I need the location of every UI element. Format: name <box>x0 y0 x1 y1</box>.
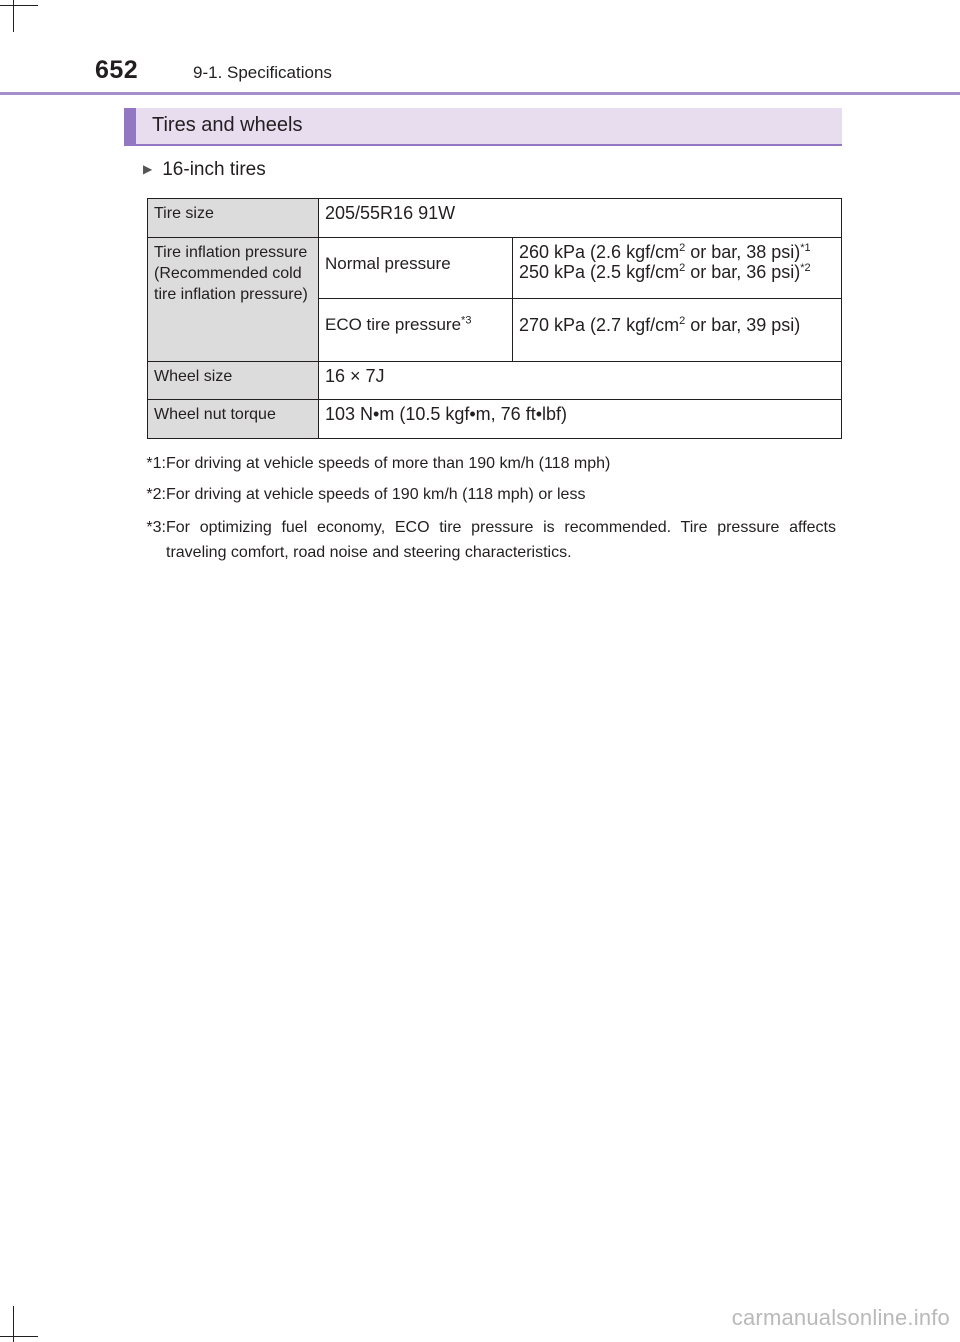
chapter-title: 9-1. Specifications <box>193 63 332 82</box>
eco-pressure-value: 270 kPa (2.7 kgf/$cm^2$ or bar, 39 psi) <box>513 299 842 362</box>
normal-pressure-label: Normal pressure <box>319 238 513 299</box>
table-row <box>148 362 842 400</box>
footnote-mark: *3: <box>146 519 166 536</box>
footnote-3 <box>120 515 836 561</box>
inflation-label: Tire inflation pressure (Recommended cold tire inflation pressure) <box>148 238 319 362</box>
crop-mark <box>13 1306 14 1342</box>
section-bar <box>124 108 842 146</box>
wheel-nut-torque-value: 103 N•m (10.5 kgf•m, 76 ft•lbf) <box>319 400 842 439</box>
footnote-text: For optimizing fuel economy, ECO tire pressure is recommended. Tire pressure affects traveling comfort, road noise and steering characteristics. <box>166 519 836 561</box>
section-title: Tires and wheels <box>152 114 303 136</box>
subheading <box>143 159 266 181</box>
table-row <box>148 199 842 238</box>
table-row <box>148 238 842 299</box>
footnote-text: For driving at vehicle speeds of more than 190 km/h (118 mph) <box>166 455 611 472</box>
header-rule <box>0 92 960 95</box>
triangle-bullet-icon: ▶ <box>143 162 153 176</box>
footnote-2 <box>120 482 586 507</box>
table-row <box>148 400 842 439</box>
footnote-1 <box>120 451 611 476</box>
normal-pressure-line-2: 250 kPa (2.5 kgf/$cm^2$ or bar, 36 psi)$^{*2}$ <box>519 262 811 282</box>
tire-size-value: 205/55R16 91W <box>319 199 842 238</box>
wheel-size-label: Wheel size <box>148 362 319 400</box>
crop-mark <box>13 0 14 32</box>
subheading-text: 16-inch tires <box>162 159 266 180</box>
watermark: carmanualsonline.info <box>731 1305 950 1330</box>
page-number: 652 <box>95 56 139 84</box>
footnote-mark: *1: <box>146 455 166 472</box>
crop-mark <box>0 5 38 6</box>
eco-pressure-label: ECO tire pressure$^{*3}$ <box>319 299 513 362</box>
specs-table <box>147 198 842 439</box>
normal-pressure-value <box>513 238 842 299</box>
footnote-text: For driving at vehicle speeds of 190 km/h (118 mph) or less <box>166 486 586 503</box>
normal-pressure-line-1: 260 kPa (2.6 kgf/$cm^2$ or bar, 38 psi)$^{*1}$ <box>519 242 811 262</box>
wheel-nut-torque-label: Wheel nut torque <box>148 400 319 439</box>
crop-mark <box>0 1336 38 1337</box>
tire-size-label: Tire size <box>148 199 319 238</box>
footnote-mark: *2: <box>146 486 166 503</box>
wheel-size-value: 16 × 7J <box>319 362 842 400</box>
